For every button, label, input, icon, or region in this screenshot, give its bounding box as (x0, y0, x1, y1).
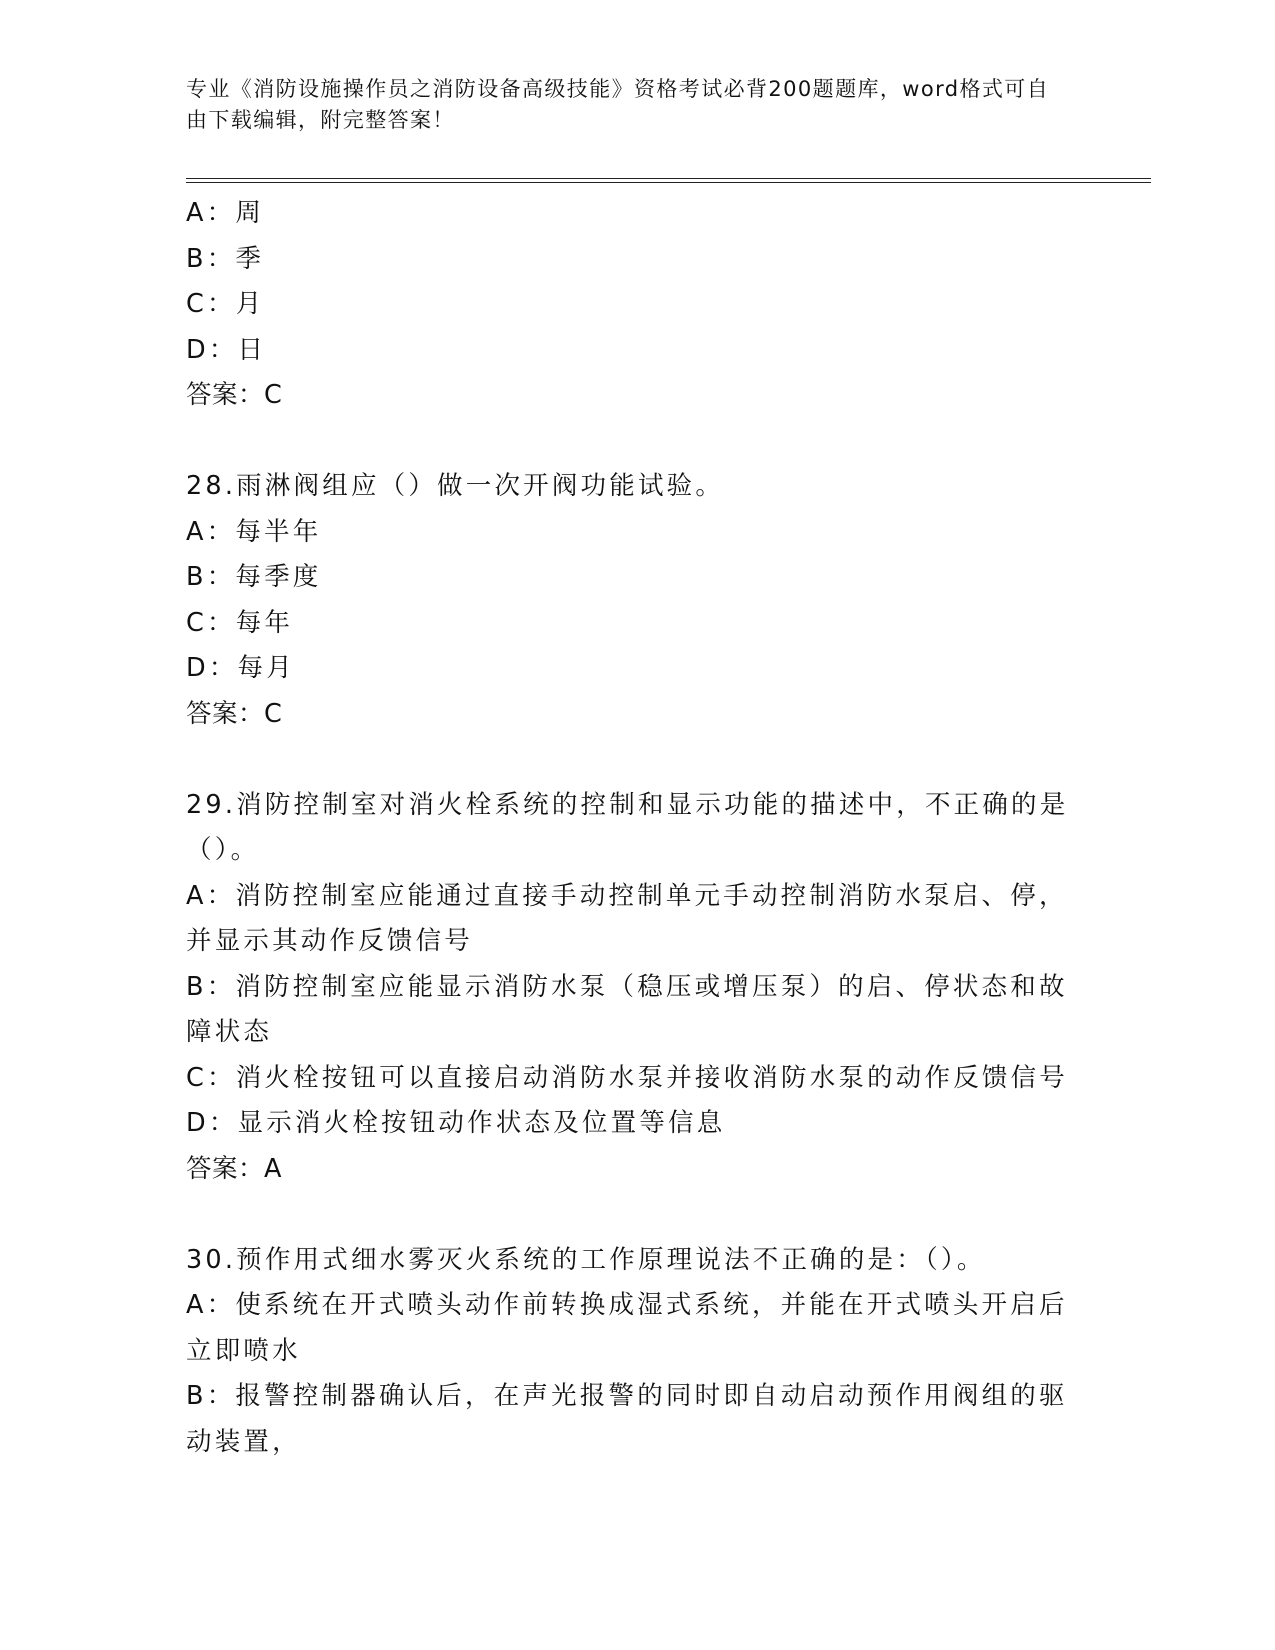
option-a: A：周 (186, 198, 265, 228)
option-d: D：日 (186, 334, 267, 365)
option-b: B：每季度 (186, 562, 322, 592)
option-d: D：显示消火栓按钮动作状态及位置等信息 (186, 1108, 726, 1138)
option-a: A：使系统在开式喷头动作前转换成湿式系统，并能在开式喷头开启后 (186, 1290, 1068, 1320)
answer: 答案：C (186, 380, 283, 410)
option-b: B：季 (186, 243, 265, 274)
option-b-cont: 障状态 (186, 1017, 273, 1047)
answer: 答案：C (186, 698, 283, 729)
question-stem: 29.消防控制室对消火栓系统的控制和显示功能的描述中，不正确的是 (186, 789, 1069, 820)
option-b: B：报警控制器确认后，在声光报警的同时即自动启动预作用阀组的驱 (186, 1381, 1068, 1411)
question-27 (186, 191, 1071, 419)
header-divider-bottom (186, 182, 1151, 183)
option-a: A：消防控制室应能通过直接手动控制单元手动控制消防水泵启、停， (186, 880, 1068, 911)
question-30 (186, 1238, 1071, 1466)
option-c: C：消火栓按钮可以直接启动消防水泵并接收消防水泵的动作反馈信号 (186, 1062, 1069, 1093)
option-a-cont: 立即喷水 (186, 1335, 301, 1366)
document-header: 专业《消防设施操作员之消防设备高级技能》资格考试必背200题题库，word格式可自由下载编辑，附完整答案！ (186, 77, 1050, 132)
question-stem-cont: （）。 (186, 835, 260, 865)
question-stem: 30.预作用式细水雾灭火系统的工作原理说法不正确的是：（）。 (186, 1244, 986, 1275)
option-c: C：月 (186, 289, 265, 319)
header-divider-top (186, 178, 1151, 179)
option-d: D：每月 (186, 653, 295, 683)
option-a-cont: 并显示其动作反馈信号 (186, 926, 474, 956)
option-c: C：每年 (186, 607, 294, 638)
option-a: A：每半年 (186, 516, 322, 547)
question-list (186, 191, 1071, 1465)
option-b-cont: 动装置， (186, 1426, 301, 1457)
question-stem: 28.雨淋阀组应（）做一次开阀功能试验。 (186, 471, 725, 501)
answer: 答案：A (186, 1153, 282, 1184)
question-28 (186, 464, 1071, 737)
question-29 (186, 783, 1071, 1193)
option-b: B：消防控制室应能显示消防水泵（稳压或增压泵）的启、停状态和故 (186, 971, 1068, 1002)
